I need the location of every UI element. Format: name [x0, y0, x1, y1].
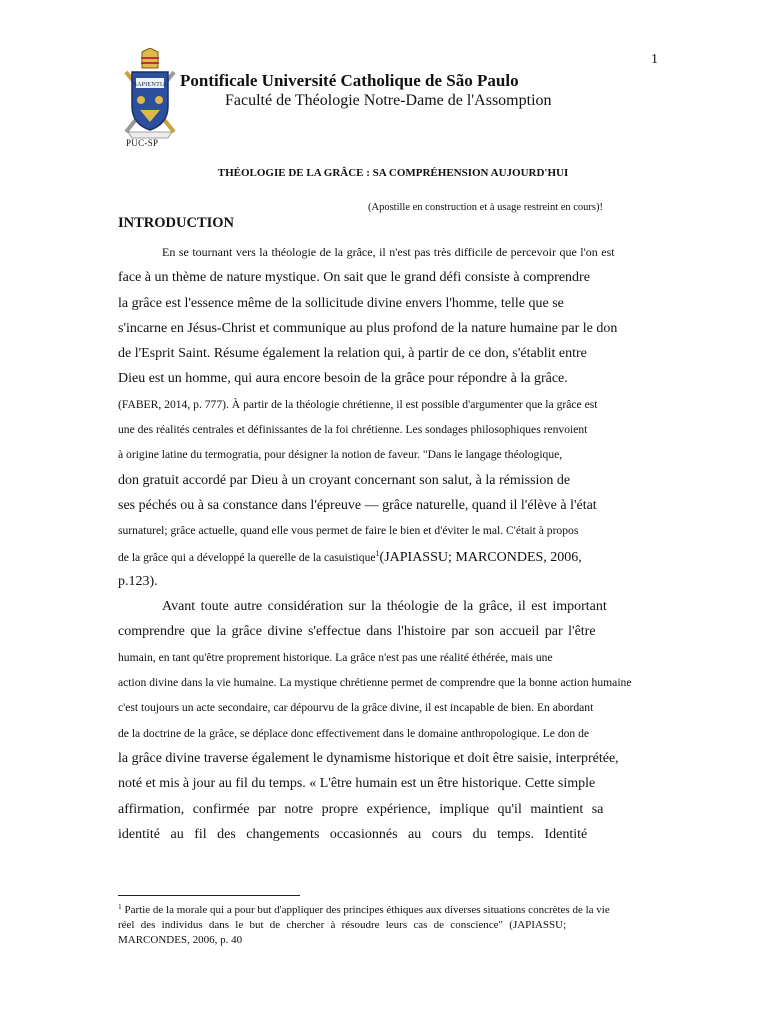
university-name: Pontificale Université Catholique de São Paulo: [180, 71, 519, 90]
page-number: 1: [651, 52, 658, 67]
logo-motto: SAPIENTIA: [133, 81, 167, 88]
document-note: (Apostille en construction et à usage restreint en cours)!: [368, 202, 604, 213]
text-line: humain, en tant qu'être proprement historique. La grâce n'est pas une réalité éthérée, mais une: [118, 650, 553, 664]
text-line: s'incarne en Jésus-Christ et communique au plus profond de la nature humaine par le don: [118, 320, 618, 336]
text-line: Dieu est un homme, qui aura encore besoin de la grâce pour répondre à la grâce.: [118, 371, 568, 387]
text-segment: de la grâce qui a développé la querelle de la casuistique: [118, 550, 376, 564]
text-line: ses péchés ou à sa constance dans l'épreuve — grâce naturelle, quand il l'élève à l'état: [118, 497, 597, 513]
text-line: [118, 544, 651, 569]
footnote-line: MARCONDES, 2006, p. 40: [118, 934, 243, 946]
footnote-divider: [118, 895, 300, 896]
text-line: comprendre que la grâce divine s'effectue dans l'histoire par son accueil par l'être: [118, 624, 596, 640]
section-heading: INTRODUCTION: [118, 215, 235, 231]
footnote-line: réel des individus dans le but de chercher à résoudre leurs cas de conscience" (JAPIASSU;: [118, 919, 567, 931]
body-text: [118, 240, 651, 847]
footnote: [118, 903, 651, 948]
university-crest-logo: [118, 48, 182, 144]
footnote-line: [118, 903, 651, 918]
footnote-marker: 1: [118, 902, 122, 911]
text-line: c'est toujours un acte secondaire, car dépourvu de la grâce divine, il est incapable de bien. En abordant: [118, 701, 594, 715]
text-line: don gratuit accordé par Dieu à un croyant concernant son salut, à la rémission de: [118, 472, 571, 488]
text-line: de l'Esprit Saint. Résume également la relation qui, à partir de ce don, s'établit entre: [118, 346, 587, 362]
faculty-name: Faculté de Théologie Notre-Dame de l'Assomption: [225, 92, 552, 109]
text-line: la grâce divine traverse également le dynamisme historique et doit être saisie, interprétée,: [118, 750, 619, 766]
logo-caption: PUC-SP: [126, 138, 159, 148]
text-line: identité au fil des changements occasionnés au cours du temps. Identité: [118, 826, 588, 842]
text-line: noté et mis à jour au fil du temps. « L'être humain est un être historique. Cette simple: [118, 776, 596, 792]
text-line: face à un thème de nature mystique. On sait que le grand défi consiste à comprendre: [118, 270, 590, 286]
text-line: En se tournant vers la théologie de la grâce, il n'est pas très difficile de percevoir que l'on est: [162, 245, 615, 259]
text-line: surnaturel; grâce actuelle, quand elle vous permet de faire le bien et d'éviter le mal. C'était à propos: [118, 524, 579, 538]
text-line: de la doctrine de la grâce, se déplace donc effectivement dans le domaine anthropologique. Le don de: [118, 726, 590, 740]
text-line: affirmation, confirmée par notre propre expérience, implique qu'il maintient sa: [118, 801, 604, 817]
text-line: la grâce est l'essence même de la sollicitude divine envers l'homme, telle que se: [118, 295, 564, 311]
text-line: (FABER, 2014, p. 777). À partir de la théologie chrétienne, il est possible d'argumenter que la grâce est: [118, 397, 598, 411]
footnote-reference: 1: [375, 548, 380, 558]
document-title: THÉOLOGIE DE LA GRÂCE : SA COMPRÉHENSION AUJOURD'HUI: [217, 167, 569, 179]
text-line: Avant toute autre considération sur la théologie de la grâce, il est important: [162, 599, 607, 615]
text-line: p.123).: [118, 573, 158, 589]
footnote-text: Partie de la morale qui a pour but d'appliquer des principes éthiques aux diverses situations concrètes de la vie: [124, 904, 610, 916]
text-line: une des réalités centrales et définissantes de la foi chrétienne. Les sondages philosophiques renvoient: [118, 423, 588, 437]
citation: (JAPIASSU; MARCONDES, 2006,: [379, 549, 582, 565]
text-line: action divine dans la vie humaine. La mystique chrétienne permet de comprendre que la bonne action humaine: [118, 676, 632, 690]
text-line: à origine latine du termogratia, pour désigner la notion de faveur. "Dans le langage théologique,: [118, 448, 563, 462]
